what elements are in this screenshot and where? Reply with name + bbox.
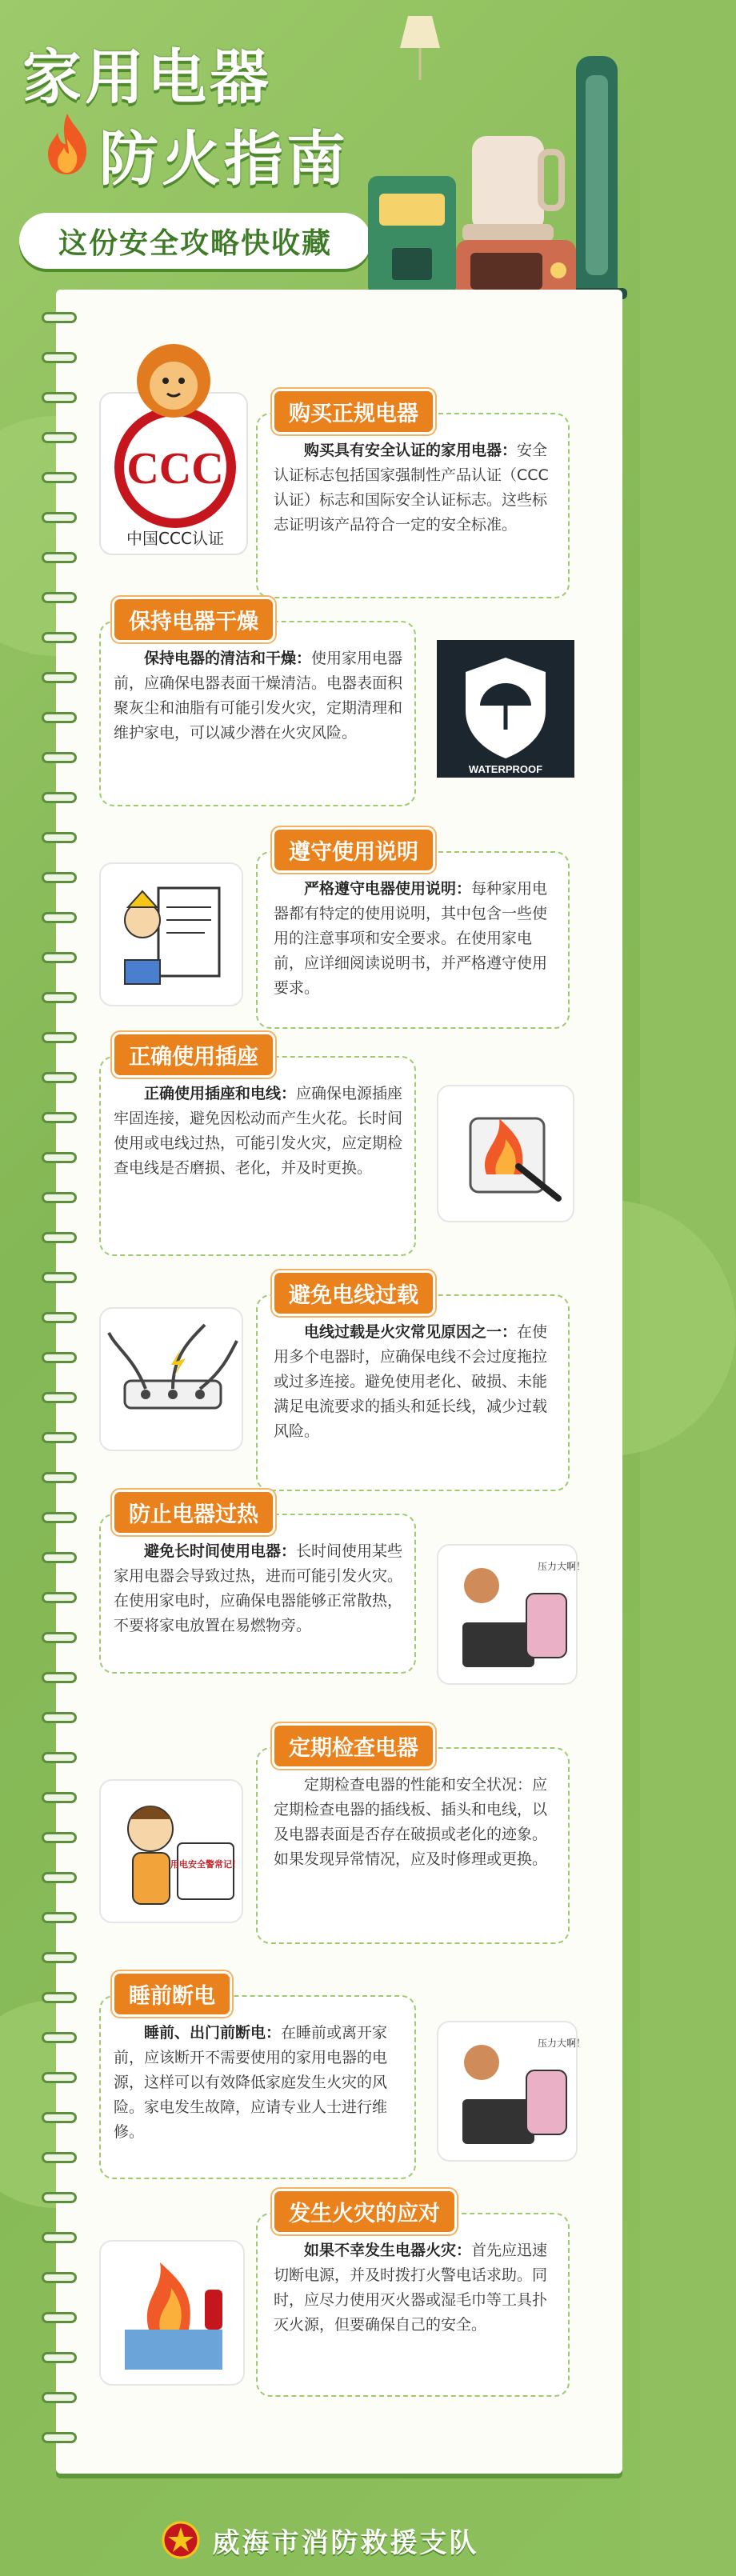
overloaded-strip-image	[99, 1307, 243, 1451]
section-label: 发生火灾的应对	[272, 2189, 457, 2234]
overheating-image	[437, 1544, 586, 1685]
section-text: 定期检查电器的性能和安全状况：应定期检查电器的插线板、插头和电线，以及电器表面是否存在破损或老化的迹象。如果发现异常情况，应及时修理或更换。	[274, 1776, 548, 1868]
fire-extinguishing-icon	[101, 2242, 246, 2387]
binder-ring	[42, 2432, 77, 2443]
binder-ring	[42, 752, 77, 763]
binder-ring	[42, 1232, 77, 1243]
binder-ring	[42, 1072, 77, 1083]
binder-ring	[42, 1712, 77, 1723]
section-text: 正确使用插座和电线：应确保电源插座牢固连接，避免因松动而产生火花。长时间使用或电线过热，可能引发火灾，应定期检查电线是否磨损、老化，并及时更换。	[114, 1085, 403, 1177]
footer-org: 威海市消防救援支队	[212, 2526, 479, 2559]
electrical-safety-image	[99, 1779, 243, 1923]
section-text: 严格遵守电器使用说明：每种家用电器都有特定的使用说明，其中包含一些使用的注意事项和安全要求。在使用家电前，应详细阅读说明书，并严格遵守使用要求。	[274, 880, 548, 997]
binder-ring	[42, 632, 77, 643]
sleep-power-off-image	[437, 2021, 586, 2162]
overheated-appliance-icon	[438, 1546, 586, 1686]
section-label: 避免电线过载	[272, 1270, 435, 1316]
section-label: 定期检查电器	[272, 1723, 435, 1769]
svg-text:CCC: CCC	[126, 444, 224, 494]
binder-ring	[42, 1672, 77, 1683]
section-text: 购买具有安全认证的家用电器：安全认证标志包括国家强制性产品认证（CCC 认证）标志和国际安全认证标志。这些标志证明该产品符合一定的安全标准。	[274, 442, 549, 534]
svg-text:中国CCC认证: 中国CCC认证	[126, 529, 224, 548]
binder-ring	[42, 2352, 77, 2363]
binder-ring	[42, 952, 77, 963]
section-label: 正确使用插座	[112, 1032, 275, 1078]
binder-ring	[42, 1992, 77, 2003]
binder-ring	[42, 1912, 77, 1923]
binder-ring	[42, 2232, 77, 2243]
binder-ring	[42, 832, 77, 843]
section-text: 电线过载是火灾常见原因之一：在使用多个电器时，应确保电线不会过度拖拉或过多连接。避免使用老化、破损、未能满足电流要求的插头和延长线，减少过载风险。	[274, 1323, 548, 1440]
binder-ring	[42, 992, 77, 1003]
subtitle-pill	[19, 213, 371, 269]
binder-ring	[42, 352, 77, 363]
power-strip-icon	[101, 1309, 245, 1453]
lion-mascot-icon	[130, 339, 218, 419]
binder-ring	[42, 512, 77, 523]
binder-ring	[42, 432, 77, 443]
flame-icon	[42, 112, 93, 176]
binder-ring	[42, 792, 77, 803]
binder-ring	[42, 312, 77, 323]
binder-ring	[42, 1472, 77, 1483]
title-line-1: 家用电器	[22, 43, 272, 112]
svg-text:压力大啊！: 压力大啊！	[538, 1561, 586, 1572]
section-label: 遵守使用说明	[272, 827, 435, 873]
section-text: 睡前、出门前断电：在睡前或离开家前，应该断开不需要使用的家用电器的电源，这样可以有效降低家庭发生火灾的风险。家电发生故障，应请专业人士进行维修。	[114, 2024, 388, 2141]
binder-ring	[42, 2272, 77, 2283]
burning-socket-image	[437, 1085, 574, 1222]
svg-text:压力大啊！: 压力大啊！	[538, 2038, 586, 2049]
binder-ring	[42, 1392, 77, 1403]
fire-rescue-emblem-icon	[162, 2521, 200, 2559]
binder-ring	[42, 1832, 77, 1843]
section-text: 避免长时间使用电器：长时间使用某些家用电器会导致过热，进而可能引发火灾。在使用家电时，应确保电器能够正常散热，不要将家电放置在易燃物旁。	[114, 1542, 403, 1634]
section-text: 如果不幸发生电器火灾：首先应迅速切断电源，并及时拨打火警电话求助。同时，应尽力使用灭火器或湿毛巾等工具扑灭火源，但要确保自己的安全。	[274, 2242, 548, 2334]
binder-ring	[42, 1792, 77, 1803]
section-label: 防止电器过热	[112, 1490, 275, 1535]
binder-ring	[42, 472, 77, 483]
binder-ring	[42, 872, 77, 883]
binder-ring	[42, 392, 77, 403]
binder-ring	[42, 1432, 77, 1443]
svg-text:WATERPROOF: WATERPROOF	[468, 763, 543, 775]
binder-ring	[42, 1872, 77, 1883]
binder-ring	[42, 1632, 77, 1643]
section-text: 保持电器的清洁和干燥：使用家用电器前，应确保电器表面干燥清洁。电器表面积聚灰尘和油脂有可能引发火灾，定期清理和维护家电，可以减少潜在火灾风险。	[114, 650, 403, 742]
unplug-appliance-icon	[438, 2022, 586, 2163]
binder-ring	[42, 1352, 77, 1363]
binder-ring	[42, 1032, 77, 1043]
appliances-illustration	[360, 16, 640, 304]
safety-reminder-icon	[101, 1781, 245, 1925]
binder-ring	[42, 2112, 77, 2123]
binder-ring	[42, 552, 77, 563]
binder-ring	[42, 2192, 77, 2203]
binder-ring	[42, 1592, 77, 1603]
binder-ring	[42, 712, 77, 723]
binder-ring	[42, 1552, 77, 1563]
binder-ring	[42, 2072, 77, 2083]
binder-ring	[42, 1112, 77, 1123]
binder-ring	[42, 1192, 77, 1203]
fire-response-image	[99, 2240, 245, 2386]
reading-manual-icon	[101, 864, 245, 1008]
binder-ring	[42, 1312, 77, 1323]
section-label: 购买正规电器	[272, 389, 435, 434]
burning-plug-icon	[438, 1086, 576, 1224]
shield-umbrella-icon	[437, 640, 574, 778]
binder-ring	[42, 1272, 77, 1283]
section-label: 保持电器干燥	[112, 597, 275, 642]
binder-ring	[42, 592, 77, 603]
footer	[0, 2504, 640, 2576]
waterproof-image	[437, 640, 574, 778]
binder-ring	[42, 2312, 77, 2323]
section-label: 睡前断电	[112, 1971, 232, 2017]
binder-ring	[42, 1952, 77, 1963]
binder-ring	[42, 2032, 77, 2043]
binder-ring	[42, 1152, 77, 1163]
title-line-2: 防火指南	[99, 125, 349, 194]
svg-text:用电安全警常记！: 用电安全警常记！	[170, 1859, 241, 1870]
subtitle: 这份安全攻略快收藏	[58, 226, 332, 260]
binder-ring	[42, 2392, 77, 2403]
binder-ring	[42, 672, 77, 683]
binder-ring	[42, 1752, 77, 1763]
binder-ring	[42, 912, 77, 923]
binder-ring	[42, 1512, 77, 1523]
manual-reading-image	[99, 862, 243, 1006]
binder-rings	[42, 312, 77, 2456]
binder-ring	[42, 2152, 77, 2163]
